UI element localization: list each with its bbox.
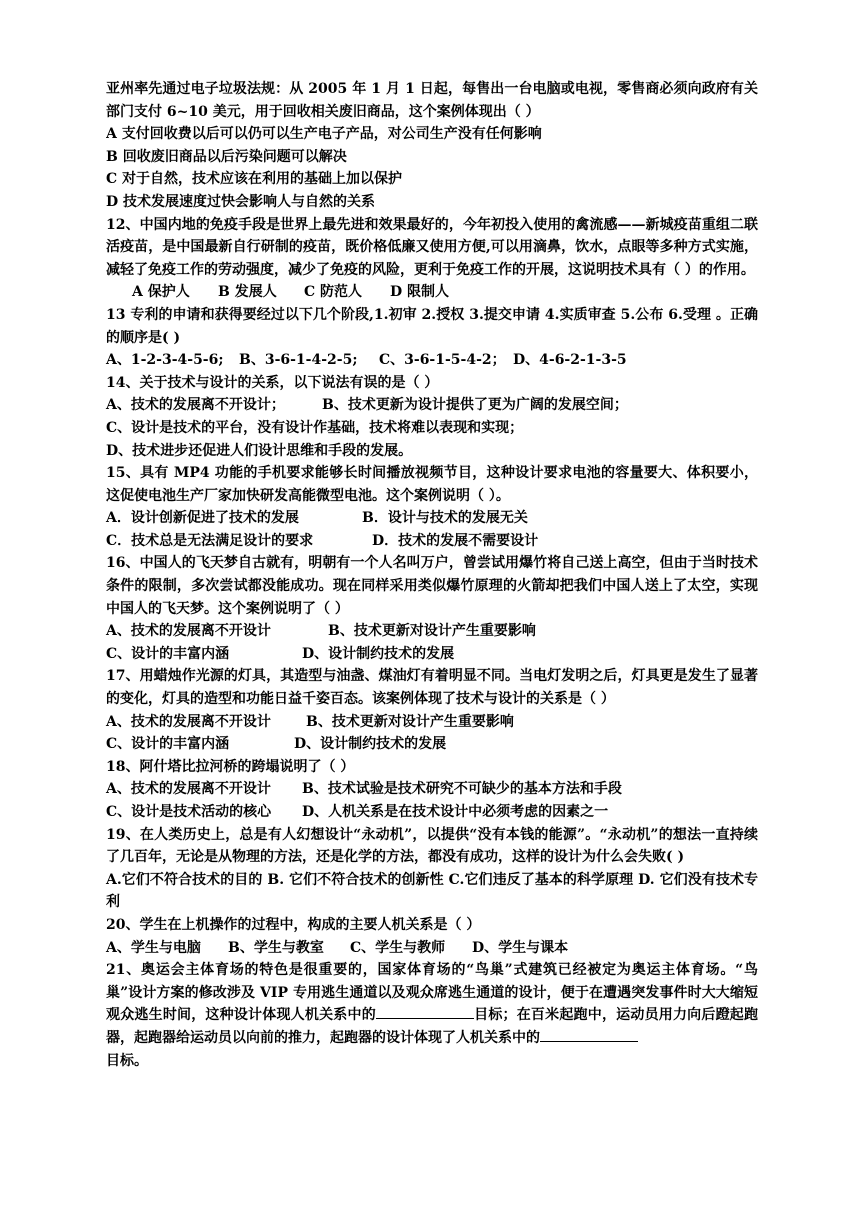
- question-12-option-d: D 限制人: [390, 284, 450, 301]
- answer-blank-2[interactable]: [540, 1027, 638, 1042]
- question-18-option-c: C、设计是技术活动的核心: [106, 804, 272, 820]
- question-20-option-b: B、学生与教室: [228, 939, 324, 956]
- question-15-options-ab: [106, 507, 758, 530]
- question-14-option-d: D、技术进步还促进人们设计思维和手段的发展。: [106, 442, 413, 459]
- question-12-stem: 12、中国内地的免疫手段是世界上最先进和效果最好的，今年初投入使用的禽流感——新城疫苗重组二联活疫苗，是中国最新自行研制的疫苗，既价格低廉又使用方便,可以用滴鼻，饮水，点眼等多种方式实施，减轻了免疫工作的劳动强度，减少了免疫的风险，更利于免疫工作的开展，这说明技术具有（ ）的作用。: [106, 216, 758, 278]
- question-15-options-cd: [106, 530, 758, 553]
- question-16-option-c: C、设计的丰富内涵: [106, 645, 230, 662]
- question-13-option-d: D、4-6-2-1-3-5: [513, 352, 627, 369]
- question-18-options-cd: [106, 801, 758, 824]
- question-12-option-a: A 保护人: [132, 284, 190, 301]
- question-20-option-d: D、学生与课本: [472, 939, 569, 956]
- question-17-options-cd: [106, 733, 758, 756]
- question-14-option-a: A、技术的发展离不开设计；: [106, 397, 285, 414]
- question-17-options-ab: [106, 711, 758, 734]
- question-16-option-d: D、设计制约技术的发展: [302, 645, 455, 662]
- question-15-option-c: C．技术总是无法满足设计的要求: [106, 532, 314, 549]
- question-17-option-b: B、技术更新对设计产生重要影响: [306, 713, 514, 730]
- question-17-stem: 17、用蜡烛作光源的灯具，其造型与油盏、煤油灯有着明显不同。当电灯发明之后，灯具更是发生了显著的变化，灯具的造型和功能日益千姿百态。该案例体现了技术与设计的关系是（ ）: [106, 668, 758, 708]
- question-12-options: [106, 281, 758, 304]
- question-16-options-ab: [106, 620, 758, 643]
- question-13-option-c: C、3-6-1-5-4-2；: [379, 352, 506, 369]
- question-20-options: [106, 937, 758, 960]
- answer-blank-1[interactable]: [376, 1004, 474, 1019]
- question-12-option-b: B 发展人: [218, 284, 277, 301]
- question-21-part3: 目标。: [106, 1052, 148, 1069]
- question-11-option-a: A 支付回收费以后可以仍可以生产电子产品，对公司生产没有任何影响: [106, 126, 542, 143]
- question-11-option-b: B 回收废旧商品以后污染问题可以解决: [106, 148, 347, 165]
- question-19-stem: 19、在人类历史上，总是有人幻想设计“永动机”，以提供“没有本钱的能源”。“永动机”的想法一直持续了几百年，无论是从物理的方法，还是化学的方法，都没有成功，这样的设计为什么会失败( ): [106, 826, 758, 866]
- exam-page: [106, 78, 758, 1072]
- question-14-stem: 14、关于技术与设计的关系，以下说法有误的是（ ）: [106, 374, 439, 391]
- question-13-option-a: A、1-2-3-4-5-6;: [106, 352, 224, 369]
- question-14-option-b: B、技术更新为设计提供了更为广阔的发展空间；: [322, 397, 628, 414]
- question-15-option-d: D．技术的发展不需要设计: [372, 532, 539, 549]
- question-19-options: A.它们不符合技术的目的 B. 它们不符合技术的创新性 C.它们违反了基本的科学原理 D. 它们没有技术专利: [106, 871, 758, 911]
- question-14-option-c: C、设计是技术的平台，没有设计作基础，技术将难以表现和实现；: [106, 419, 524, 436]
- question-15-option-b: B．设计与技术的发展无关: [362, 510, 528, 527]
- question-20-stem: 20、学生在上机操作的过程中，构成的主要人机关系是（ ）: [106, 916, 481, 933]
- question-16-option-a: A、技术的发展离不开设计: [106, 623, 271, 640]
- question-18-stem: 18、阿什塔比拉河桥的跨塌说明了（ ）: [106, 758, 355, 775]
- question-20-option-c: C、学生与教师: [350, 939, 446, 956]
- question-21-part2: 目标；在百米起跑中，运动员用力向后蹬起跑器，起跑器给运动员以向前的推力，起跑器的设计体现了人机关系中的: [106, 1007, 759, 1046]
- question-18-option-b: B、技术试验是技术研究不可缺少的基本方法和手段: [302, 781, 622, 798]
- question-13-stem: 13 专利的申请和获得要经过以下几个阶段,1.初审 2.授权 3.提交申请 4.实质审查 5.公布 6.受理 。正确的顺序是( ): [106, 306, 758, 346]
- question-11-option-c: C 对于自然，技术应该在利用的基础上加以保护: [106, 171, 403, 188]
- question-21: [106, 959, 758, 1072]
- question-11-stem: 亚州率先通过电子垃圾法规：从 2005 年 1 月 1 日起，每售出一台电脑或电视，零售商必须向政府有关部门支付 6~10 美元，用于回收相关废旧商品，这个案例体现出（ ）: [106, 81, 758, 120]
- question-13-option-b: B、3-6-1-4-2-5;: [239, 352, 358, 369]
- question-21-part1: 21、奥运会主体育场的特色是很重要的，国家体育场的“鸟巢”式建筑已经被定为奥运主体育场。“鸟巢”设计方案的修改涉及 VIP 专用逃生通道以及观众席逃生通道的设计，便于在遭遇突发事件时大大缩短观众逃生时间，这种设计体现人机关系中的: [106, 962, 758, 1024]
- question-13-options: [106, 349, 758, 372]
- question-17-option-c: C、设计的丰富内涵: [106, 736, 230, 753]
- question-18-option-a: A、技术的发展离不开设计: [106, 781, 271, 798]
- question-15-stem: 15、具有 MP4 功能的手机要求能够长时间播放视频节目，这种设计要求电池的容量要大、体积要小，这促使电池生产厂家加快研发高能微型电池。这个案例说明（ ）。: [106, 465, 758, 504]
- question-17-option-d: D、设计制约技术的发展: [294, 736, 447, 753]
- question-18-options-ab: [106, 778, 758, 801]
- question-18-option-d: D、人机关系是在技术设计中必须考虑的因素之一: [302, 804, 609, 820]
- question-14-options-ab: [106, 394, 758, 417]
- question-11-option-d: D 技术发展速度过快会影响人与自然的关系: [106, 193, 376, 210]
- question-16-options-cd: [106, 643, 758, 666]
- question-12-option-c: C 防范人: [304, 284, 363, 301]
- question-16-stem: 16、中国人的飞天梦自古就有，明朝有一个人名叫万户，曾尝试用爆竹将自己送上高空，但由于当时技术条件的限制，多次尝试都没能成功。现在同样采用类似爆竹原理的火箭却把我们中国人送上了太空，实现中国人的飞天梦。这个案例说明了（ ）: [106, 555, 758, 617]
- question-17-option-a: A、技术的发展离不开设计: [106, 713, 271, 730]
- question-15-option-a: A．设计创新促进了技术的发展: [106, 510, 299, 527]
- question-16-option-b: B、技术更新对设计产生重要影响: [328, 623, 536, 640]
- question-20-option-a: A、学生与电脑: [106, 939, 201, 956]
